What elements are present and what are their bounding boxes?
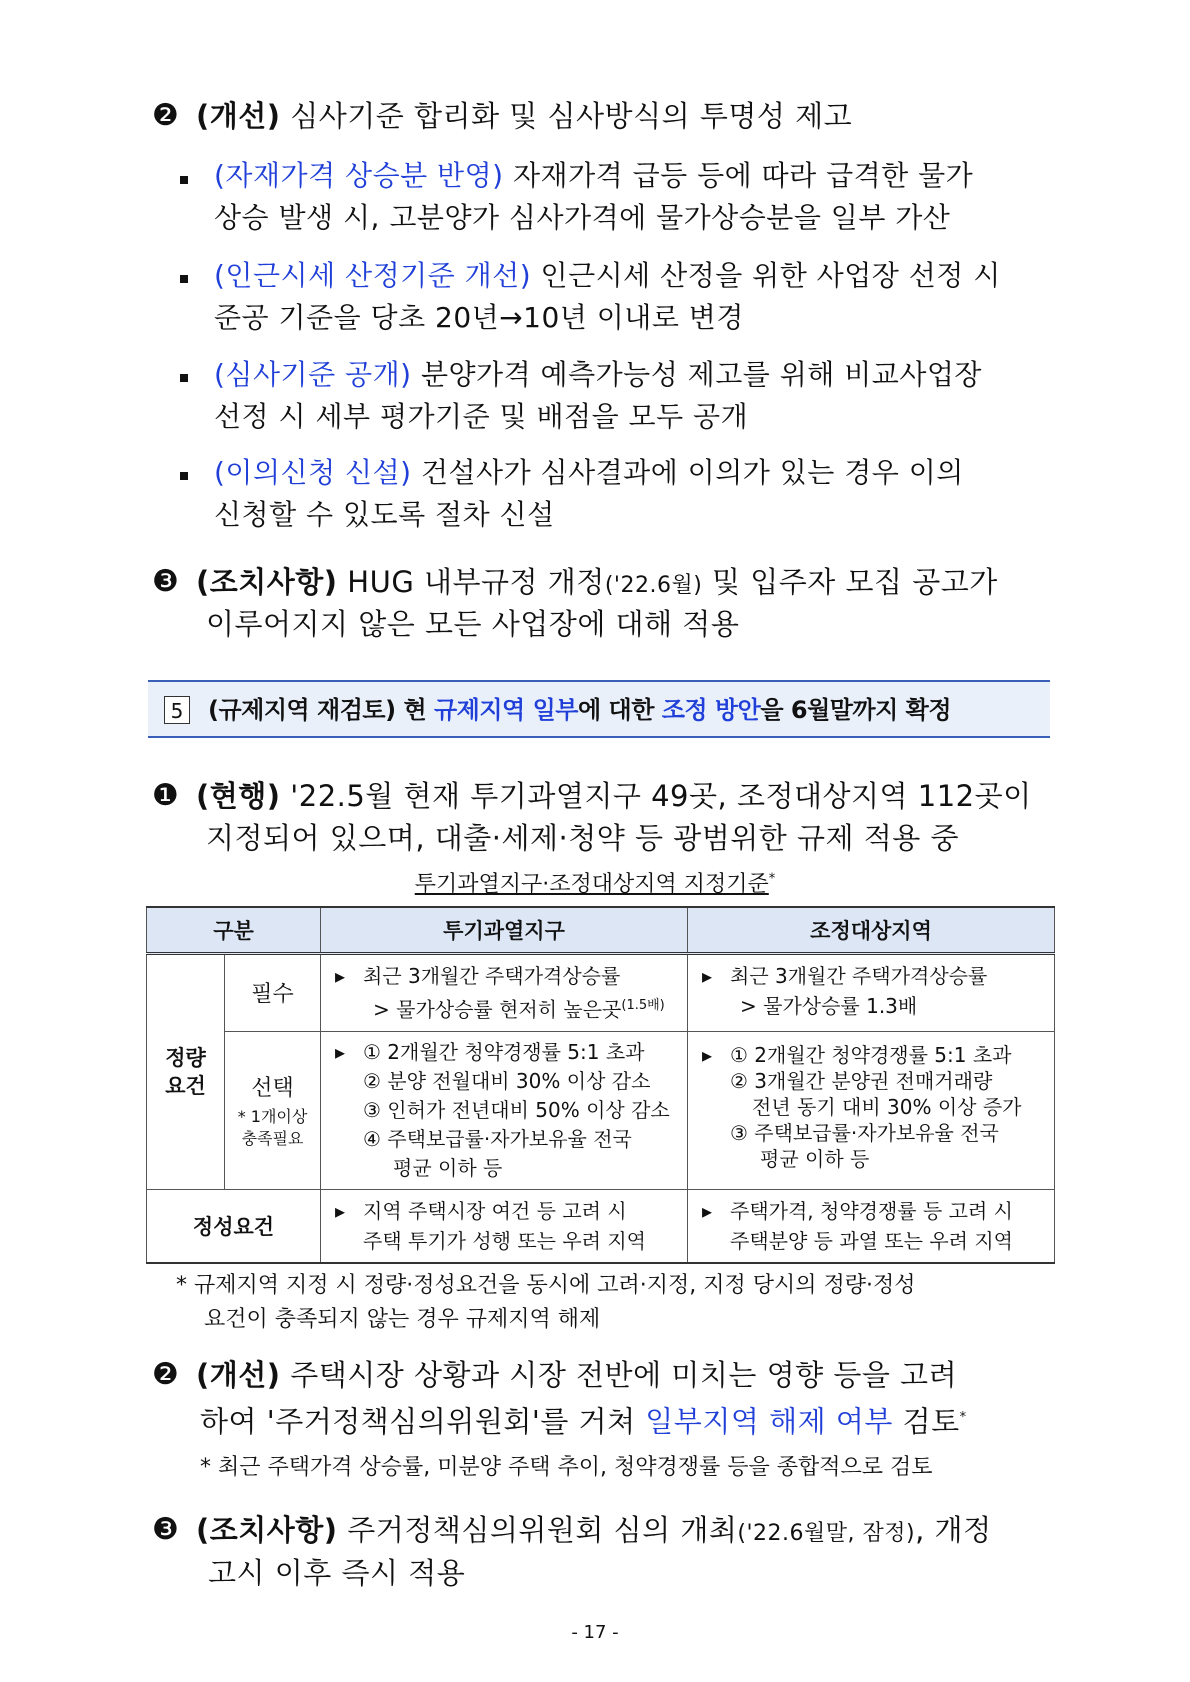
table-caption-text: 투기과열지구·조정대상지역 지정기준 [414,872,769,897]
triangle-icon: ▸ [335,964,346,988]
item3b-bullet: ❸ [152,1512,179,1547]
optional-label-text: 선택 [251,1075,294,1101]
opt-over-5: 평균 이하 등 [393,1155,503,1180]
triangle-icon: ▸ [335,1198,346,1223]
req-adj-1: 최근 3개월간 주택가격상승률 [730,964,988,988]
item3b-text1b: , 개정 [915,1513,992,1547]
table-row-optional [147,1031,1055,1189]
req-over-1: 최근 3개월간 주택가격상승률 [363,964,621,988]
optional-label [225,1031,321,1189]
section5-title [208,690,951,730]
section5-t2: 에 대한 [577,696,662,724]
qual-over-2: 주택 투기가 성행 또는 우려 지역 [363,1228,646,1253]
table-row-required [147,954,1055,1032]
qual-overheated [321,1189,688,1263]
bullet-1-line2: 상승 발생 시, 고분양가 심사가격에 물가상승분을 일부 가산 [214,201,951,234]
qual-over-1: 지역 주택시장 여건 등 고려 시 [363,1198,627,1223]
bullet-3-tag: (심사기준 공개) [214,358,412,391]
opt-over-4: ④ 주택보급률·자가보유율 전국 [363,1126,632,1151]
item2b-text2b: 검토 [892,1404,960,1439]
section5-header [148,680,1050,738]
qual-adjusted [688,1189,1055,1263]
section5-t1: 현 [395,696,434,724]
required-overheated [321,954,688,1032]
bullet-2-line2: 준공 기준을 당초 20년→10년 이내로 변경 [214,301,744,334]
item3a-tag: (조치사항) [196,565,338,599]
opt-over-3: ③ 인허가 전년대비 50% 이상 감소 [363,1097,670,1122]
table-caption-star: * [768,871,776,887]
req-over-2: > 물가상승률 현저히 높은곳 [373,997,622,1022]
triangle-icon: ▸ [335,1039,346,1064]
item3a-line1 [196,562,998,606]
triangle-icon: ▸ [702,1042,713,1067]
item3b-date: ('22.6월말, 잠정) [737,1521,916,1546]
item3a-line2: 이루어지지 않은 모든 사업장에 대해 적용 [206,607,740,641]
bullet-3-line2: 선정 시 세부 평가기준 및 배점을 모두 공개 [214,400,749,433]
bullet-square [180,275,188,283]
bullet-4-text: 건설사가 심사결과에 이의가 있는 경우 이의 [411,456,964,489]
opt-adj-1: ① 2개월간 청약경쟁률 5:1 초과 [730,1042,1012,1067]
bullet-2-line1 [214,256,1001,296]
bullet-4-tag: (이의신청 신설) [214,456,412,489]
opt-over-1: ① 2개월간 청약경쟁률 5:1 초과 [363,1039,645,1064]
item3b-tag: (조치사항) [196,1513,338,1547]
item2a-tag: (개선) [196,99,281,133]
bullet-4-line1 [214,453,964,493]
section5-tag: (규제지역 재검토) [208,696,396,724]
item2b-bullet: ❷ [152,1357,179,1392]
section5-t3: 을 6월말까지 확정 [760,696,952,724]
qual-adj-1: 주택가격, 청약경쟁률 등 고려 시 [730,1198,1013,1223]
item2b-text2a: 하여 '주거정책심의위원회'를 거쳐 [200,1404,646,1439]
bullet-3-line1 [214,355,982,395]
triangle-icon: ▸ [702,1198,713,1223]
item2a-bullet: ❷ [152,98,179,133]
bullet-1-text: 자재가격 급등 등에 따라 급격한 물가 [503,159,974,192]
item2b-tag: (개선) [196,1358,281,1392]
quant-label-2: 요건 [165,1073,206,1098]
bullet-3-text: 분양가격 예측가능성 제고를 위해 비교사업장 [411,358,982,391]
item3a-bullet: ❸ [152,564,179,599]
quant-label-1: 정량 [165,1045,206,1070]
item3b-text1: 주거정책심의위원회 심의 개최 [337,1513,738,1547]
item2a-text: 심사기준 합리화 및 심사방식의 투명성 제고 [280,99,853,133]
opt-over-2: ② 분양 전월대비 30% 이상 감소 [363,1068,651,1093]
optional-overheated [321,1031,688,1189]
item1b-tag: (현행) [196,779,281,813]
opt-adj-5: 평균 이하 등 [760,1146,870,1171]
item2b-star: * [959,1410,967,1425]
item3b-line1 [196,1510,992,1554]
required-adjusted [688,954,1055,1032]
bullet-4-line2: 신청할 수 있도록 절차 신설 [214,498,555,531]
item3a-text1b: 및 입주자 모집 공고가 [702,565,998,599]
criteria-table [146,906,1055,1264]
bullet-square [180,472,188,480]
req-over-sup: (1.5배) [621,998,665,1013]
header-category: 구분 [147,907,321,954]
section5-blue2: 조정 방안 [661,696,761,724]
item2b-line2 [200,1398,967,1442]
table-row-qualitative [147,1189,1055,1263]
quant-label [147,954,225,1190]
table-header-row [147,907,1055,954]
optional-note-1: * 1개이상 [237,1106,308,1126]
qual-label: 정성요건 [147,1189,321,1263]
item1b-bullet: ❶ [152,778,179,813]
bullet-square [180,374,188,382]
optional-adjusted [688,1031,1055,1189]
item2b-text1: 주택시장 상황과 시장 전반에 미치는 영향 등을 고려 [280,1358,958,1392]
bullet-square [180,176,188,184]
section5-blue1: 규제지역 일부 [434,696,578,724]
opt-adj-3: 전년 동기 대비 30% 이상 증가 [752,1094,1022,1119]
optional-note-2: 충족필요 [241,1128,304,1148]
req-adj-2: > 물가상승률 1.3배 [740,994,918,1018]
bullet-2-tag: (인근시세 산정기준 개선) [214,259,532,292]
table-note-line2: 요건이 충족되지 않는 경우 규제지역 해제 [204,1307,601,1332]
item1b-line2: 지정되어 있으며, 대출·세제·청약 등 광범위한 규제 적용 중 [206,821,960,855]
triangle-icon: ▸ [702,964,713,988]
header-overheated: 투기과열지구 [321,907,688,954]
item1b-line1 [196,776,1032,816]
required-label: 필수 [225,954,321,1032]
item3a-text1: HUG 내부규정 개정 [337,565,605,599]
opt-adj-2: ② 3개월간 분양권 전매거래량 [730,1068,993,1093]
table-note-line1: * 규제지역 지정 시 정량·정성요건을 동시에 고려·지정, 지정 당시의 정량·정성 [176,1273,916,1298]
qual-adj-2: 주택분양 등 과열 또는 우려 지역 [730,1228,1013,1253]
bullet-1-tag: (자재가격 상승분 반영) [214,159,504,192]
item2b-blue: 일부지역 해제 여부 [645,1404,893,1439]
table-caption [0,867,1190,898]
item2a-line [196,96,852,136]
item2b-note: * 최근 주택가격 상승률, 미분양 주택 추이, 청약경쟁률 등을 종합적으로 검토 [200,1455,933,1480]
opt-adj-4: ③ 주택보급률·자가보유율 전국 [730,1120,999,1145]
item2b-line1 [196,1355,957,1395]
section5-number: 5 [164,696,190,724]
item3b-line2: 고시 이후 즉시 적용 [208,1556,466,1590]
item1b-text1: '22.5월 현재 투기과열지구 49곳, 조정대상지역 112곳이 [280,779,1032,813]
bullet-1-line1 [214,156,973,196]
item3a-date: ('22.6월) [604,573,703,598]
bullet-2-text: 인근시세 산정을 위한 사업장 선정 시 [531,259,1001,292]
page-number: - 17 - [571,1622,619,1643]
header-adjusted: 조정대상지역 [688,907,1055,954]
